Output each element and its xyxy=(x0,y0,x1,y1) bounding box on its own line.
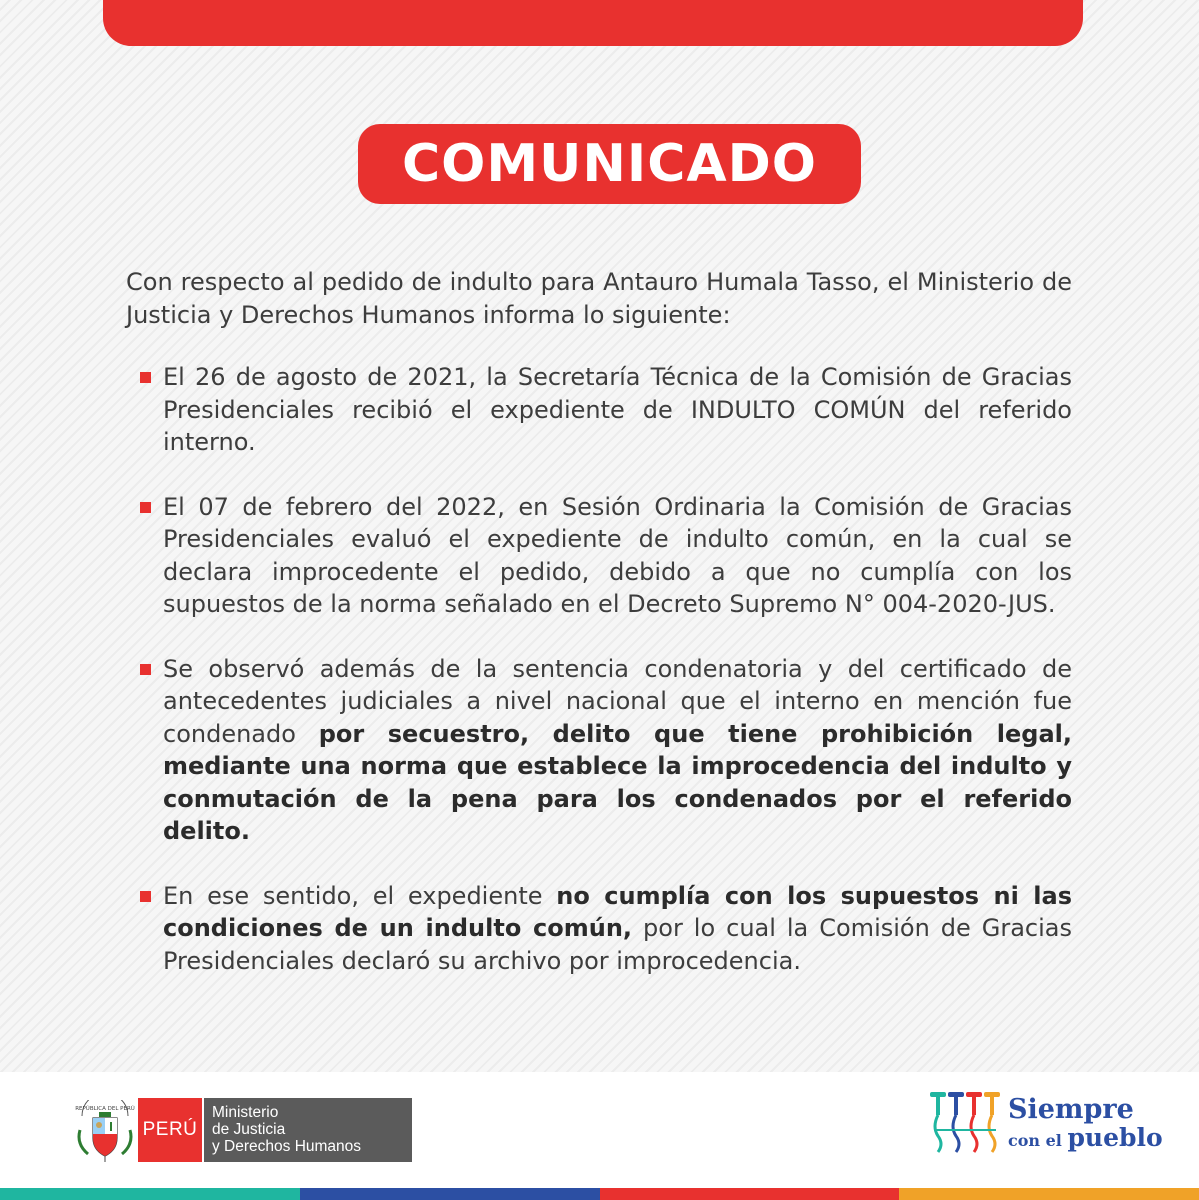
bullet-square-icon xyxy=(140,372,151,383)
slogan-line-2 xyxy=(1008,1123,1163,1153)
ministry-line: de Justicia xyxy=(212,1121,286,1138)
bullet-text: En ese sentido, el expediente xyxy=(163,881,557,910)
slogan-big: pueblo xyxy=(1067,1123,1163,1152)
bullet-item xyxy=(126,491,1072,621)
bullet-square-icon xyxy=(140,502,151,513)
national-shield-icon xyxy=(74,1100,136,1164)
seal-text: REPÚBLICA DEL PERÚ xyxy=(75,1106,135,1112)
bullet-text: Se observó además de la sentencia condenatoria y del certificado de antecedentes judiciales a nivel nacional que el interno en mención fue condenado xyxy=(163,654,1072,748)
intro-paragraph: Con respecto al pedido de indulto para Antauro Humala Tasso, el Ministerio de Justicia y Derechos Humanos informa lo siguiente: xyxy=(126,268,1072,329)
bullet-item xyxy=(126,653,1072,848)
bullet-square-icon xyxy=(140,664,151,675)
communique-body xyxy=(126,266,1072,1009)
color-stripe xyxy=(0,1188,1199,1200)
top-banner xyxy=(103,0,1083,46)
bullet-text: El 07 de febrero del 2022, en Sesión Ordinaria la Comisión de Gracias Presidenciales evaluó el expediente de indulto común, en la cual se declara improcedente el pedido, debido a que no cumplía con los supuestos de la norma señalado en el Decreto Supremo N° 004-2020-JUS. xyxy=(163,492,1072,618)
bullet-text: El 26 de agosto de 2021, la Secretaría Técnica de la Comisión de Gracias Presidenciales recibió el expediente de INDULTO COMÚN del referido interno. xyxy=(163,363,1072,456)
stripe-teal xyxy=(0,1188,300,1200)
bullet-bold-text: no cumplía con los supuestos ni las condiciones de un indulto común, xyxy=(163,881,1072,942)
stripe-blue xyxy=(300,1188,600,1200)
title-banner xyxy=(358,124,861,204)
slogan-small: con el xyxy=(1008,1131,1062,1150)
bullet-item xyxy=(126,361,1072,459)
stripe-red xyxy=(600,1188,900,1200)
stripe-orange xyxy=(899,1188,1199,1200)
bullet-bold-text: por secuestro, delito que tiene prohibición legal, mediante una norma que establece la improcedencia del indulto y conmutación de la pena para los condenados por el referido delito. xyxy=(163,719,1072,845)
country-name: PERÚ xyxy=(142,1119,198,1140)
peru-label xyxy=(138,1098,202,1162)
bullet-item xyxy=(126,880,1072,978)
slogan xyxy=(1008,1094,1163,1153)
ministry-line: y Derechos Humanos xyxy=(212,1138,362,1155)
ministry-line: Ministerio xyxy=(212,1104,279,1121)
page-title: COMUNICADO xyxy=(402,134,817,194)
ministry-label xyxy=(202,1098,412,1162)
bullet-text-end: por lo cual la Comisión de Gracias Presidenciales declaró su archivo por improcedencia. xyxy=(163,914,1073,975)
people-figures-icon xyxy=(930,1092,1000,1158)
bullet-square-icon xyxy=(140,891,151,902)
slogan-line-1: Siempre xyxy=(1008,1094,1134,1125)
